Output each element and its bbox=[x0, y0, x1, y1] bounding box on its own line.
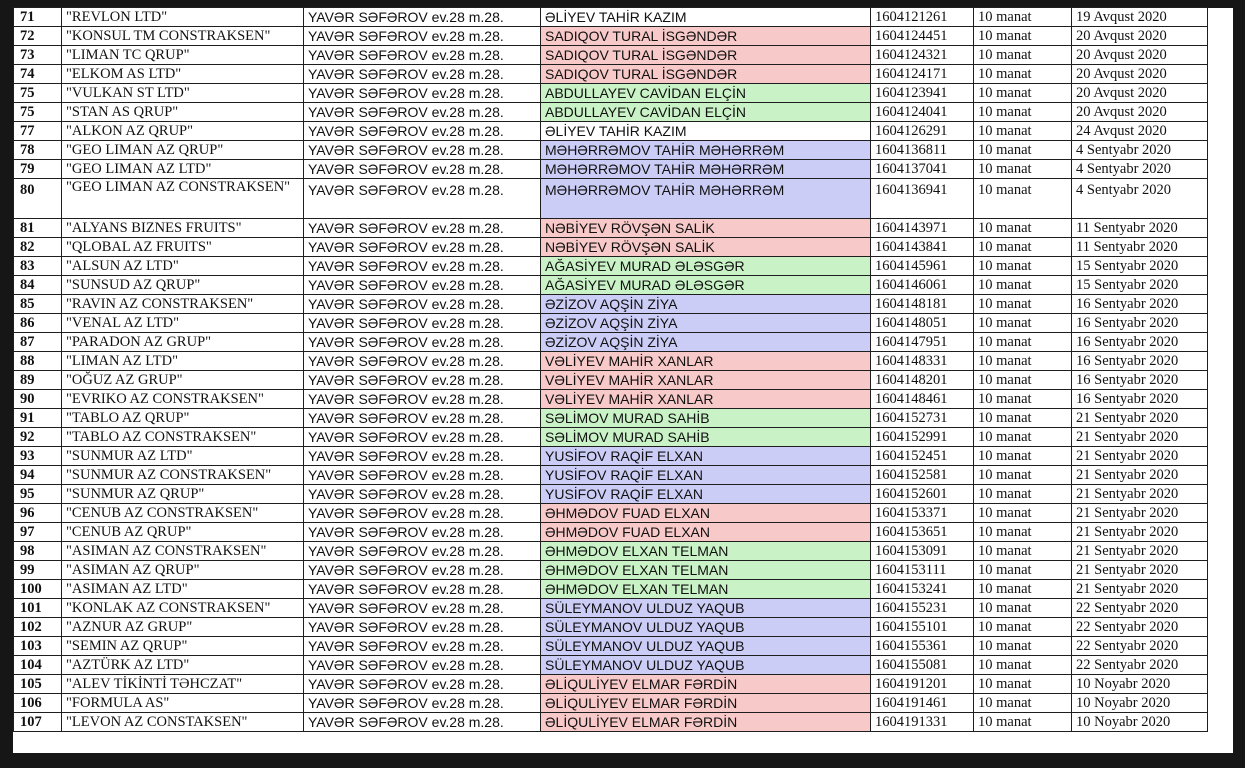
fee-amount: 10 manat bbox=[974, 179, 1072, 219]
company-name: "SUNMUR AZ QRUP" bbox=[62, 485, 304, 504]
registration-date: 11 Sentyabr 2020 bbox=[1072, 238, 1208, 257]
company-name: "AZNUR AZ GRUP" bbox=[62, 618, 304, 637]
company-name: "GEO LIMAN AZ QRUP" bbox=[62, 141, 304, 160]
tax-id: 1604147951 bbox=[871, 333, 974, 352]
row-number: 83 bbox=[14, 257, 62, 276]
table-row bbox=[14, 523, 1208, 542]
owner-name: ƏHMƏDOV ELXAN TELMAN bbox=[541, 542, 871, 561]
registration-date: 24 Avqust 2020 bbox=[1072, 122, 1208, 141]
owner-name: AĞASİYEV MURAD ƏLƏSGƏR bbox=[541, 276, 871, 295]
company-name: "ASIMAN AZ CONSTRAKSEN" bbox=[62, 542, 304, 561]
table-row bbox=[14, 675, 1208, 694]
registration-date: 20 Avqust 2020 bbox=[1072, 46, 1208, 65]
owner-name: ƏLİYEV TAHİR KAZIM bbox=[541, 8, 871, 27]
tax-id: 1604148181 bbox=[871, 295, 974, 314]
owner-name: VƏLİYEV MAHİR XANLAR bbox=[541, 352, 871, 371]
registration-date: 19 Avqust 2020 bbox=[1072, 8, 1208, 27]
company-name: "LIMAN AZ LTD" bbox=[62, 352, 304, 371]
owner-name: ABDULLAYEV CAVİDAN ELÇİN bbox=[541, 103, 871, 122]
director-name: YAVƏR SƏFƏROV ev.28 m.28. bbox=[304, 314, 541, 333]
row-number: 72 bbox=[14, 27, 62, 46]
director-name: YAVƏR SƏFƏROV ev.28 m.28. bbox=[304, 694, 541, 713]
row-number: 84 bbox=[14, 276, 62, 295]
table-row bbox=[14, 219, 1208, 238]
row-number: 73 bbox=[14, 46, 62, 65]
director-name: YAVƏR SƏFƏROV ev.28 m.28. bbox=[304, 257, 541, 276]
owner-name: ƏLİQULİYEV ELMAR FƏRDİN bbox=[541, 713, 871, 732]
table-row bbox=[14, 160, 1208, 179]
company-name: "ASIMAN AZ QRUP" bbox=[62, 561, 304, 580]
registration-date: 21 Sentyabr 2020 bbox=[1072, 409, 1208, 428]
tax-id: 1604153371 bbox=[871, 504, 974, 523]
fee-amount: 10 manat bbox=[974, 599, 1072, 618]
director-name: YAVƏR SƏFƏROV ev.28 m.28. bbox=[304, 103, 541, 122]
row-number: 100 bbox=[14, 580, 62, 599]
registration-date: 15 Sentyabr 2020 bbox=[1072, 257, 1208, 276]
registration-date: 11 Sentyabr 2020 bbox=[1072, 219, 1208, 238]
registration-date: 22 Sentyabr 2020 bbox=[1072, 599, 1208, 618]
director-name: YAVƏR SƏFƏROV ev.28 m.28. bbox=[304, 637, 541, 656]
fee-amount: 10 manat bbox=[974, 656, 1072, 675]
tax-id: 1604148461 bbox=[871, 390, 974, 409]
owner-name: MƏHƏRRƏMOV TAHİR MƏHƏRRƏM bbox=[541, 141, 871, 160]
fee-amount: 10 manat bbox=[974, 8, 1072, 27]
fee-amount: 10 manat bbox=[974, 713, 1072, 732]
company-name: "ALKON AZ QRUP" bbox=[62, 122, 304, 141]
table-row bbox=[14, 84, 1208, 103]
director-name: YAVƏR SƏFƏROV ev.28 m.28. bbox=[304, 561, 541, 580]
registration-date: 21 Sentyabr 2020 bbox=[1072, 447, 1208, 466]
row-number: 97 bbox=[14, 523, 62, 542]
registration-date: 4 Sentyabr 2020 bbox=[1072, 179, 1208, 219]
table-row bbox=[14, 371, 1208, 390]
company-name: "KONSUL TM CONSTRAKSEN" bbox=[62, 27, 304, 46]
fee-amount: 10 manat bbox=[974, 333, 1072, 352]
fee-amount: 10 manat bbox=[974, 485, 1072, 504]
fee-amount: 10 manat bbox=[974, 694, 1072, 713]
director-name: YAVƏR SƏFƏROV ev.28 m.28. bbox=[304, 295, 541, 314]
table-row bbox=[14, 122, 1208, 141]
row-number: 99 bbox=[14, 561, 62, 580]
registration-date: 21 Sentyabr 2020 bbox=[1072, 504, 1208, 523]
fee-amount: 10 manat bbox=[974, 276, 1072, 295]
fee-amount: 10 manat bbox=[974, 295, 1072, 314]
registration-date: 21 Sentyabr 2020 bbox=[1072, 523, 1208, 542]
table-row bbox=[14, 618, 1208, 637]
company-name: "VULKAN ST LTD" bbox=[62, 84, 304, 103]
owner-name: SÜLEYMANOV ULDUZ YAQUB bbox=[541, 618, 871, 637]
director-name: YAVƏR SƏFƏROV ev.28 m.28. bbox=[304, 371, 541, 390]
row-number: 78 bbox=[14, 141, 62, 160]
row-number: 90 bbox=[14, 390, 62, 409]
row-number: 91 bbox=[14, 409, 62, 428]
tax-id: 1604126291 bbox=[871, 122, 974, 141]
row-number: 94 bbox=[14, 466, 62, 485]
company-name: "CENUB AZ QRUP" bbox=[62, 523, 304, 542]
table-row bbox=[14, 352, 1208, 371]
registration-date: 16 Sentyabr 2020 bbox=[1072, 371, 1208, 390]
tax-id: 1604124041 bbox=[871, 103, 974, 122]
registration-date: 21 Sentyabr 2020 bbox=[1072, 466, 1208, 485]
table-row bbox=[14, 542, 1208, 561]
company-name: "LIMAN TC QRUP" bbox=[62, 46, 304, 65]
director-name: YAVƏR SƏFƏROV ev.28 m.28. bbox=[304, 409, 541, 428]
fee-amount: 10 manat bbox=[974, 65, 1072, 84]
registration-date: 16 Sentyabr 2020 bbox=[1072, 390, 1208, 409]
director-name: YAVƏR SƏFƏROV ev.28 m.28. bbox=[304, 333, 541, 352]
owner-name: ABDULLAYEV CAVİDAN ELÇİN bbox=[541, 84, 871, 103]
company-name: "KONLAK AZ CONSTRAKSEN" bbox=[62, 599, 304, 618]
registration-date: 10 Noyabr 2020 bbox=[1072, 694, 1208, 713]
owner-name: ƏLİQULİYEV ELMAR FƏRDİN bbox=[541, 694, 871, 713]
tax-id: 1604153091 bbox=[871, 542, 974, 561]
company-name: "SUNMUR AZ LTD" bbox=[62, 447, 304, 466]
owner-name: SADIQOV TURAL İSGƏNDƏR bbox=[541, 46, 871, 65]
fee-amount: 10 manat bbox=[974, 542, 1072, 561]
registration-date: 20 Avqust 2020 bbox=[1072, 65, 1208, 84]
table-row bbox=[14, 333, 1208, 352]
company-name: "SUNSUD AZ QRUP" bbox=[62, 276, 304, 295]
owner-name: SƏLİMOV MURAD SAHİB bbox=[541, 409, 871, 428]
fee-amount: 10 manat bbox=[974, 523, 1072, 542]
table-row bbox=[14, 656, 1208, 675]
tax-id: 1604124321 bbox=[871, 46, 974, 65]
owner-name: AĞASİYEV MURAD ƏLƏSGƏR bbox=[541, 257, 871, 276]
row-number: 101 bbox=[14, 599, 62, 618]
fee-amount: 10 manat bbox=[974, 219, 1072, 238]
table-row bbox=[14, 390, 1208, 409]
company-name: "LEVON AZ CONSTAKSEN" bbox=[62, 713, 304, 732]
tax-id: 1604155081 bbox=[871, 656, 974, 675]
table-row bbox=[14, 409, 1208, 428]
company-name: "ALEV TİKİNTİ TƏHCZAT" bbox=[62, 675, 304, 694]
company-name: "FORMULA AS" bbox=[62, 694, 304, 713]
table-row bbox=[14, 561, 1208, 580]
row-number: 86 bbox=[14, 314, 62, 333]
row-number: 96 bbox=[14, 504, 62, 523]
director-name: YAVƏR SƏFƏROV ev.28 m.28. bbox=[304, 84, 541, 103]
owner-name: ƏZİZOV AQŞİN ZİYA bbox=[541, 295, 871, 314]
fee-amount: 10 manat bbox=[974, 160, 1072, 179]
fee-amount: 10 manat bbox=[974, 314, 1072, 333]
table-row bbox=[14, 46, 1208, 65]
owner-name: ƏHMƏDOV FUAD ELXAN bbox=[541, 504, 871, 523]
tax-id: 1604152601 bbox=[871, 485, 974, 504]
registry-table bbox=[13, 7, 1208, 732]
row-number: 98 bbox=[14, 542, 62, 561]
row-number: 87 bbox=[14, 333, 62, 352]
row-number: 107 bbox=[14, 713, 62, 732]
director-name: YAVƏR SƏFƏROV ev.28 m.28. bbox=[304, 580, 541, 599]
tax-id: 1604152581 bbox=[871, 466, 974, 485]
fee-amount: 10 manat bbox=[974, 257, 1072, 276]
row-number: 93 bbox=[14, 447, 62, 466]
director-name: YAVƏR SƏFƏROV ev.28 m.28. bbox=[304, 504, 541, 523]
tax-id: 1604143841 bbox=[871, 238, 974, 257]
table-row bbox=[14, 65, 1208, 84]
company-name: "TABLO AZ CONSTRAKSEN" bbox=[62, 428, 304, 447]
fee-amount: 10 manat bbox=[974, 618, 1072, 637]
row-number: 77 bbox=[14, 122, 62, 141]
owner-name: NƏBİYEV RÖVŞƏN SALİK bbox=[541, 219, 871, 238]
fee-amount: 10 manat bbox=[974, 84, 1072, 103]
tax-id: 1604152731 bbox=[871, 409, 974, 428]
table-row bbox=[14, 103, 1208, 122]
company-name: "STAN AS QRUP" bbox=[62, 103, 304, 122]
company-name: "ALSUN AZ LTD" bbox=[62, 257, 304, 276]
row-number: 71 bbox=[14, 8, 62, 27]
owner-name: ƏLİQULİYEV ELMAR FƏRDİN bbox=[541, 675, 871, 694]
registration-date: 16 Sentyabr 2020 bbox=[1072, 352, 1208, 371]
director-name: YAVƏR SƏFƏROV ev.28 m.28. bbox=[304, 276, 541, 295]
company-name: "EVRIKO AZ CONSTRAKSEN" bbox=[62, 390, 304, 409]
owner-name: YUSİFOV RAQİF ELXAN bbox=[541, 447, 871, 466]
tax-id: 1604155361 bbox=[871, 637, 974, 656]
row-number: 89 bbox=[14, 371, 62, 390]
owner-name: SƏLİMOV MURAD SAHİB bbox=[541, 428, 871, 447]
table-row bbox=[14, 580, 1208, 599]
fee-amount: 10 manat bbox=[974, 141, 1072, 160]
tax-id: 1604152991 bbox=[871, 428, 974, 447]
table-body bbox=[14, 8, 1208, 732]
tax-id: 1604153651 bbox=[871, 523, 974, 542]
row-number: 80 bbox=[14, 179, 62, 219]
director-name: YAVƏR SƏFƏROV ev.28 m.28. bbox=[304, 523, 541, 542]
owner-name: MƏHƏRRƏMOV TAHİR MƏHƏRRƏM bbox=[541, 179, 871, 219]
director-name: YAVƏR SƏFƏROV ev.28 m.28. bbox=[304, 428, 541, 447]
director-name: YAVƏR SƏFƏROV ev.28 m.28. bbox=[304, 65, 541, 84]
tax-id: 1604124171 bbox=[871, 65, 974, 84]
director-name: YAVƏR SƏFƏROV ev.28 m.28. bbox=[304, 542, 541, 561]
table-row bbox=[14, 637, 1208, 656]
director-name: YAVƏR SƏFƏROV ev.28 m.28. bbox=[304, 447, 541, 466]
table-row bbox=[14, 485, 1208, 504]
tax-id: 1604155231 bbox=[871, 599, 974, 618]
company-name: "QLOBAL AZ FRUITS" bbox=[62, 238, 304, 257]
registration-date: 21 Sentyabr 2020 bbox=[1072, 580, 1208, 599]
fee-amount: 10 manat bbox=[974, 352, 1072, 371]
company-name: "SUNMUR AZ CONSTRAKSEN" bbox=[62, 466, 304, 485]
table-row bbox=[14, 504, 1208, 523]
company-name: "PARADON AZ GRUP" bbox=[62, 333, 304, 352]
registration-date: 20 Avqust 2020 bbox=[1072, 103, 1208, 122]
tax-id: 1604146061 bbox=[871, 276, 974, 295]
registration-date: 21 Sentyabr 2020 bbox=[1072, 428, 1208, 447]
registration-date: 10 Noyabr 2020 bbox=[1072, 675, 1208, 694]
fee-amount: 10 manat bbox=[974, 561, 1072, 580]
registration-date: 15 Sentyabr 2020 bbox=[1072, 276, 1208, 295]
table-row bbox=[14, 295, 1208, 314]
row-number: 104 bbox=[14, 656, 62, 675]
tax-id: 1604191331 bbox=[871, 713, 974, 732]
owner-name: MƏHƏRRƏMOV TAHİR MƏHƏRRƏM bbox=[541, 160, 871, 179]
registration-date: 21 Sentyabr 2020 bbox=[1072, 485, 1208, 504]
company-name: "OĞUZ AZ GRUP" bbox=[62, 371, 304, 390]
tax-id: 1604143971 bbox=[871, 219, 974, 238]
table-row bbox=[14, 276, 1208, 295]
tax-id: 1604124451 bbox=[871, 27, 974, 46]
table-row bbox=[14, 257, 1208, 276]
tax-id: 1604153241 bbox=[871, 580, 974, 599]
row-number: 75 bbox=[14, 84, 62, 103]
registration-date: 16 Sentyabr 2020 bbox=[1072, 295, 1208, 314]
registration-date: 4 Sentyabr 2020 bbox=[1072, 160, 1208, 179]
company-name: "GEO LIMAN AZ CONSTRAKSEN" bbox=[62, 179, 304, 219]
tax-id: 1604152451 bbox=[871, 447, 974, 466]
fee-amount: 10 manat bbox=[974, 637, 1072, 656]
owner-name: YUSİFOV RAQİF ELXAN bbox=[541, 466, 871, 485]
company-name: "ASIMAN AZ LTD" bbox=[62, 580, 304, 599]
owner-name: SÜLEYMANOV ULDUZ YAQUB bbox=[541, 656, 871, 675]
owner-name: ƏZİZOV AQŞİN ZİYA bbox=[541, 333, 871, 352]
row-number: 95 bbox=[14, 485, 62, 504]
row-number: 102 bbox=[14, 618, 62, 637]
tax-id: 1604155101 bbox=[871, 618, 974, 637]
row-number: 79 bbox=[14, 160, 62, 179]
table-row bbox=[14, 314, 1208, 333]
owner-name: ƏHMƏDOV ELXAN TELMAN bbox=[541, 580, 871, 599]
registration-date: 4 Sentyabr 2020 bbox=[1072, 141, 1208, 160]
fee-amount: 10 manat bbox=[974, 103, 1072, 122]
tax-id: 1604137041 bbox=[871, 160, 974, 179]
table-row bbox=[14, 428, 1208, 447]
tax-id: 1604136811 bbox=[871, 141, 974, 160]
table-row bbox=[14, 599, 1208, 618]
owner-name: NƏBİYEV RÖVŞƏN SALİK bbox=[541, 238, 871, 257]
fee-amount: 10 manat bbox=[974, 122, 1072, 141]
fee-amount: 10 manat bbox=[974, 390, 1072, 409]
company-name: "SEMIN AZ QRUP" bbox=[62, 637, 304, 656]
table-row bbox=[14, 466, 1208, 485]
row-number: 81 bbox=[14, 219, 62, 238]
table-row bbox=[14, 447, 1208, 466]
registration-date: 20 Avqust 2020 bbox=[1072, 27, 1208, 46]
fee-amount: 10 manat bbox=[974, 466, 1072, 485]
director-name: YAVƏR SƏFƏROV ev.28 m.28. bbox=[304, 675, 541, 694]
company-name: "GEO LIMAN AZ LTD" bbox=[62, 160, 304, 179]
owner-name: ƏZİZOV AQŞİN ZİYA bbox=[541, 314, 871, 333]
director-name: YAVƏR SƏFƏROV ev.28 m.28. bbox=[304, 122, 541, 141]
tax-id: 1604136941 bbox=[871, 179, 974, 219]
company-name: "ALYANS BIZNES FRUITS" bbox=[62, 219, 304, 238]
tax-id: 1604191461 bbox=[871, 694, 974, 713]
tax-id: 1604148201 bbox=[871, 371, 974, 390]
table-row bbox=[14, 238, 1208, 257]
fee-amount: 10 manat bbox=[974, 447, 1072, 466]
registration-date: 16 Sentyabr 2020 bbox=[1072, 333, 1208, 352]
director-name: YAVƏR SƏFƏROV ev.28 m.28. bbox=[304, 352, 541, 371]
owner-name: SADIQOV TURAL İSGƏNDƏR bbox=[541, 27, 871, 46]
registration-date: 16 Sentyabr 2020 bbox=[1072, 314, 1208, 333]
registration-date: 22 Sentyabr 2020 bbox=[1072, 618, 1208, 637]
table-row bbox=[14, 179, 1208, 219]
fee-amount: 10 manat bbox=[974, 504, 1072, 523]
owner-name: ƏHMƏDOV ELXAN TELMAN bbox=[541, 561, 871, 580]
director-name: YAVƏR SƏFƏROV ev.28 m.28. bbox=[304, 618, 541, 637]
director-name: YAVƏR SƏFƏROV ev.28 m.28. bbox=[304, 141, 541, 160]
tax-id: 1604145961 bbox=[871, 257, 974, 276]
director-name: YAVƏR SƏFƏROV ev.28 m.28. bbox=[304, 238, 541, 257]
fee-amount: 10 manat bbox=[974, 409, 1072, 428]
table-row bbox=[14, 694, 1208, 713]
registration-date: 21 Sentyabr 2020 bbox=[1072, 561, 1208, 580]
table-row bbox=[14, 8, 1208, 27]
owner-name: ƏHMƏDOV FUAD ELXAN bbox=[541, 523, 871, 542]
company-name: "AZTÜRK AZ LTD" bbox=[62, 656, 304, 675]
company-name: "TABLO AZ QRUP" bbox=[62, 409, 304, 428]
owner-name: YUSİFOV RAQİF ELXAN bbox=[541, 485, 871, 504]
tax-id: 1604153111 bbox=[871, 561, 974, 580]
table-row bbox=[14, 27, 1208, 46]
fee-amount: 10 manat bbox=[974, 371, 1072, 390]
owner-name: SÜLEYMANOV ULDUZ YAQUB bbox=[541, 637, 871, 656]
row-number: 88 bbox=[14, 352, 62, 371]
director-name: YAVƏR SƏFƏROV ev.28 m.28. bbox=[304, 219, 541, 238]
registration-date: 21 Sentyabr 2020 bbox=[1072, 542, 1208, 561]
registration-date: 22 Sentyabr 2020 bbox=[1072, 637, 1208, 656]
owner-name: SADIQOV TURAL İSGƏNDƏR bbox=[541, 65, 871, 84]
company-name: "REVLON LTD" bbox=[62, 8, 304, 27]
row-number: 103 bbox=[14, 637, 62, 656]
owner-name: SÜLEYMANOV ULDUZ YAQUB bbox=[541, 599, 871, 618]
table-row bbox=[14, 141, 1208, 160]
tax-id: 1604148051 bbox=[871, 314, 974, 333]
owner-name: ƏLİYEV TAHİR KAZIM bbox=[541, 122, 871, 141]
owner-name: VƏLİYEV MAHİR XANLAR bbox=[541, 390, 871, 409]
company-name: "ELKOM AS LTD" bbox=[62, 65, 304, 84]
company-name: "RAVIN AZ CONSTRAKSEN" bbox=[62, 295, 304, 314]
fee-amount: 10 manat bbox=[974, 428, 1072, 447]
fee-amount: 10 manat bbox=[974, 46, 1072, 65]
director-name: YAVƏR SƏFƏROV ev.28 m.28. bbox=[304, 656, 541, 675]
company-name: "VENAL AZ LTD" bbox=[62, 314, 304, 333]
row-number: 92 bbox=[14, 428, 62, 447]
director-name: YAVƏR SƏFƏROV ev.28 m.28. bbox=[304, 179, 541, 219]
owner-name: VƏLİYEV MAHİR XANLAR bbox=[541, 371, 871, 390]
tax-id: 1604121261 bbox=[871, 8, 974, 27]
registration-date: 10 Noyabr 2020 bbox=[1072, 713, 1208, 732]
row-number: 105 bbox=[14, 675, 62, 694]
row-number: 85 bbox=[14, 295, 62, 314]
director-name: YAVƏR SƏFƏROV ev.28 m.28. bbox=[304, 46, 541, 65]
tax-id: 1604148331 bbox=[871, 352, 974, 371]
director-name: YAVƏR SƏFƏROV ev.28 m.28. bbox=[304, 485, 541, 504]
director-name: YAVƏR SƏFƏROV ev.28 m.28. bbox=[304, 390, 541, 409]
fee-amount: 10 manat bbox=[974, 27, 1072, 46]
director-name: YAVƏR SƏFƏROV ev.28 m.28. bbox=[304, 8, 541, 27]
row-number: 106 bbox=[14, 694, 62, 713]
director-name: YAVƏR SƏFƏROV ev.28 m.28. bbox=[304, 160, 541, 179]
director-name: YAVƏR SƏFƏROV ev.28 m.28. bbox=[304, 713, 541, 732]
table-row bbox=[14, 713, 1208, 732]
fee-amount: 10 manat bbox=[974, 238, 1072, 257]
director-name: YAVƏR SƏFƏROV ev.28 m.28. bbox=[304, 466, 541, 485]
director-name: YAVƏR SƏFƏROV ev.28 m.28. bbox=[304, 599, 541, 618]
row-number: 82 bbox=[14, 238, 62, 257]
registration-date: 20 Avqust 2020 bbox=[1072, 84, 1208, 103]
fee-amount: 10 manat bbox=[974, 675, 1072, 694]
tax-id: 1604191201 bbox=[871, 675, 974, 694]
director-name: YAVƏR SƏFƏROV ev.28 m.28. bbox=[304, 27, 541, 46]
registration-date: 22 Sentyabr 2020 bbox=[1072, 656, 1208, 675]
row-number: 75 bbox=[14, 103, 62, 122]
company-name: "CENUB AZ CONSTRAKSEN" bbox=[62, 504, 304, 523]
fee-amount: 10 manat bbox=[974, 580, 1072, 599]
row-number: 74 bbox=[14, 65, 62, 84]
tax-id: 1604123941 bbox=[871, 84, 974, 103]
